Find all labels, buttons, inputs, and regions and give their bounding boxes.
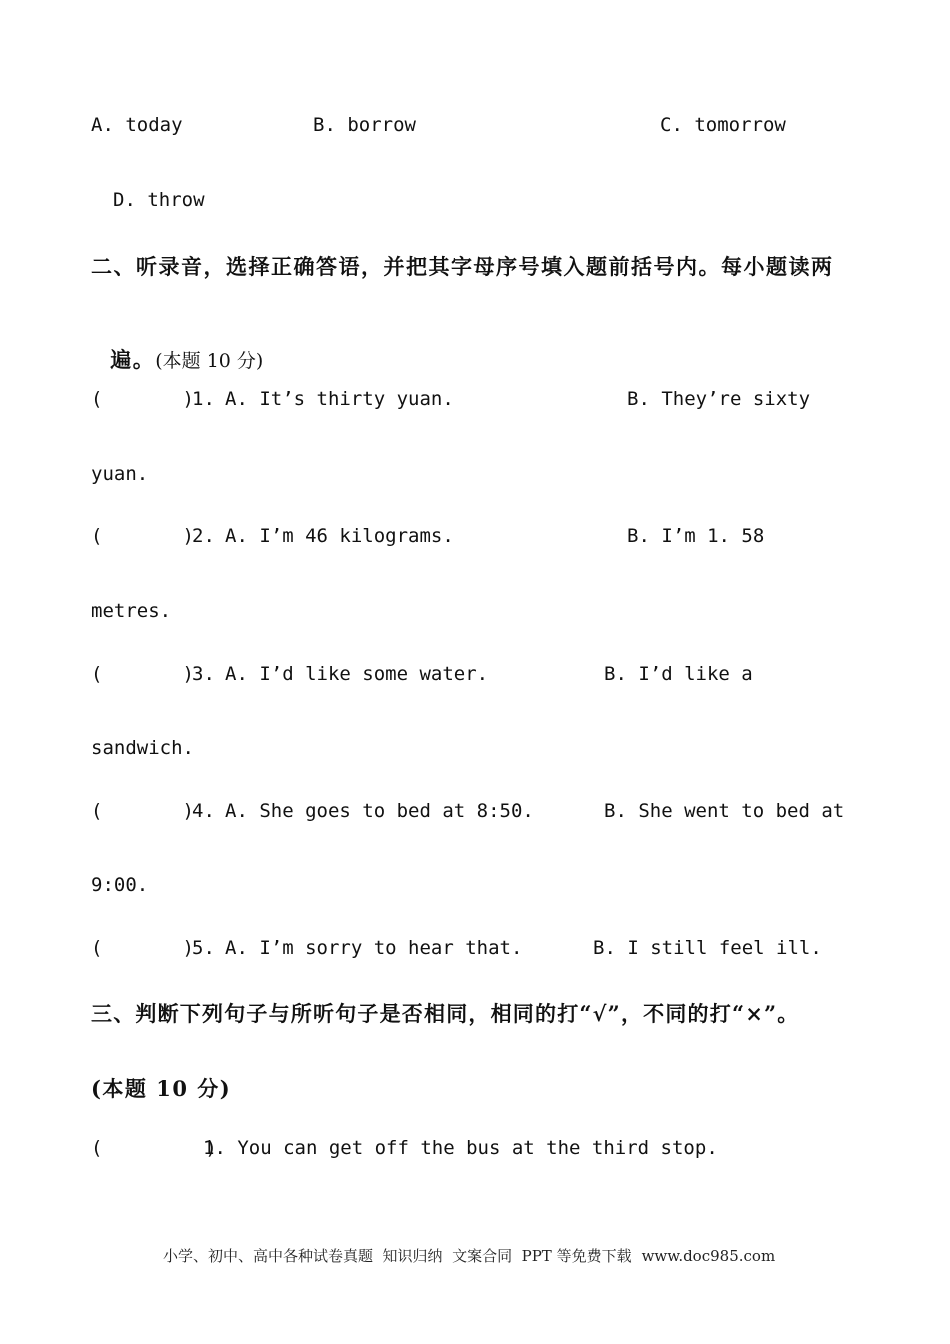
q1-option-b-cont: yuan.: [91, 463, 149, 485]
option-a: A. today: [91, 114, 183, 136]
q1-number: 1.: [192, 388, 215, 410]
q5-option-a: A. I’m sorry to hear that.: [225, 937, 523, 959]
q5-bracket[interactable]: ( ): [91, 937, 194, 959]
option-b: B. borrow: [313, 114, 416, 136]
section2-heading-line2: [91, 325, 263, 374]
q2-bracket[interactable]: ( ): [91, 525, 194, 547]
q3-option-a: A. I’d like some water.: [225, 663, 489, 685]
q2-option-a: A. I’m 46 kilograms.: [225, 525, 454, 547]
q4-option-b-cont: 9:00.: [91, 874, 149, 896]
q5-option-b: B. I still feel ill.: [593, 937, 822, 959]
page-footer: [163, 1245, 785, 1266]
section3-heading-line1: 三、判断下列句子与所听句子是否相同，相同的打“√”，不同的打“×”。: [91, 1001, 800, 1026]
q3-bracket[interactable]: ( ): [91, 663, 194, 685]
q4-bracket[interactable]: ( ): [91, 800, 194, 822]
q4-option-a: A. She goes to bed at 8:50.: [225, 800, 534, 822]
section3-heading-line2: (本题 10 分): [91, 1076, 232, 1101]
s3-q1-bracket[interactable]: ( ): [91, 1137, 217, 1159]
option-d: D. throw: [113, 189, 205, 211]
footer-link[interactable]: www.doc985.com: [641, 1247, 776, 1265]
q4-number: 4.: [192, 800, 215, 822]
q1-option-a: A. It’s thirty yuan.: [225, 388, 454, 410]
footer-text: 小学、初中、高中各种试卷真题 知识归纳 文案合同 PPT 等免费下载: [163, 1247, 632, 1265]
section2-heading-line1: 二、听录音，选择正确答语，并把其字母序号填入题前括号内。每小题读两: [91, 254, 834, 279]
q2-option-b: B. I’m 1. 58: [627, 525, 765, 547]
q2-option-b-cont: metres.: [91, 600, 172, 622]
s3-q1-text: 1. You can get off the bus at the third stop.: [203, 1137, 718, 1159]
q4-option-b: B. She went to bed at: [604, 800, 845, 822]
q1-bracket[interactable]: ( ): [91, 388, 194, 410]
option-c: C. tomorrow: [660, 114, 786, 136]
q3-number: 3.: [192, 663, 215, 685]
section2-score: (本题 10 分): [155, 350, 264, 372]
q2-number: 2.: [192, 525, 215, 547]
q3-option-b: B. I’d like a: [604, 663, 753, 685]
q3-option-b-cont: sandwich.: [91, 737, 194, 759]
section2-heading-bold: 遍。: [110, 347, 156, 372]
q1-option-b: B. They’re sixty: [627, 388, 811, 410]
q5-number: 5.: [192, 937, 215, 959]
